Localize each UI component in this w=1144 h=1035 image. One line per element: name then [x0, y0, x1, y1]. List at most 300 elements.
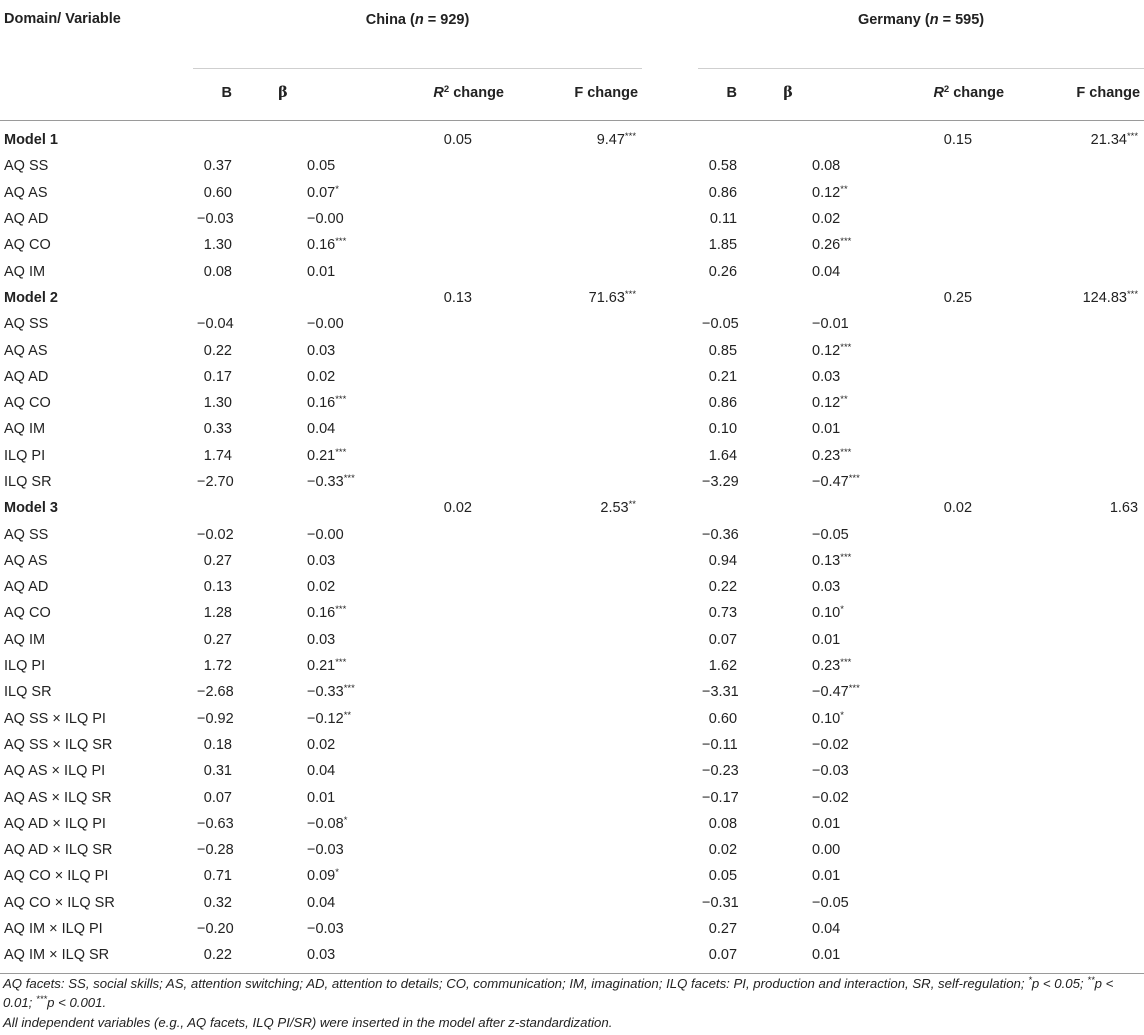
beta-value: 0.16***	[307, 236, 347, 254]
b-value: 0.18	[203, 736, 232, 753]
f-change-value	[508, 758, 642, 784]
beta-value: −0.01	[812, 316, 849, 333]
f-change-value	[1008, 180, 1144, 206]
r2-change-value	[835, 574, 1008, 600]
col-header-beta: β	[236, 69, 330, 121]
beta-value: 0.01	[307, 263, 336, 280]
r2-change-value	[330, 443, 508, 469]
r2-change-value	[330, 153, 508, 179]
f-change-value	[508, 784, 642, 810]
b-value: 0.60	[203, 184, 232, 201]
f-change-value	[508, 574, 642, 600]
table-row	[0, 153, 1144, 179]
group-label: China	[365, 12, 406, 28]
r2-change-value	[330, 206, 508, 232]
r2-change-value	[835, 311, 1008, 337]
group-n: 595	[955, 12, 980, 28]
f-change-value	[508, 600, 642, 626]
f-change-value	[1008, 311, 1144, 337]
b-value: −3.29	[702, 474, 739, 490]
beta-value: −0.02	[812, 789, 849, 806]
beta-value: 0.12**	[812, 183, 848, 201]
row-label: AQ AS × ILQ PI	[4, 763, 106, 780]
r2-change-value	[330, 916, 508, 942]
f-change-value	[1008, 758, 1144, 784]
b-value: −0.63	[197, 815, 234, 832]
b-value: 0.27	[203, 631, 232, 648]
beta-value: −0.00	[307, 526, 344, 543]
beta-value: 0.01	[812, 421, 841, 438]
f-change-value	[508, 916, 642, 942]
r2-change-value	[330, 942, 508, 973]
table-row	[0, 364, 1144, 390]
b-value: 0.02	[708, 842, 738, 859]
beta-value: 0.03	[236, 942, 330, 973]
b-value: −0.03	[197, 211, 234, 228]
row-label: AQ AS	[4, 184, 48, 201]
b-value: −0.17	[702, 789, 739, 806]
table-row	[0, 627, 1144, 653]
beta-value: 0.10*	[812, 709, 844, 727]
r2-change-value	[330, 784, 508, 810]
beta-value: −0.00	[307, 211, 344, 228]
f-change-value	[508, 232, 642, 258]
f-change-value	[508, 942, 642, 973]
group-header-germany: Germany (n = 595)	[698, 0, 1144, 69]
beta-value: 0.02	[812, 211, 841, 228]
domain-variable-header: Domain/ Variable	[4, 11, 121, 27]
r2-change-value	[835, 679, 1008, 705]
b-value: 0.73	[708, 605, 738, 622]
r2-change-value	[835, 706, 1008, 732]
b-value	[698, 285, 741, 311]
b-value: 0.58	[708, 158, 738, 175]
b-value: 0.22	[193, 942, 236, 973]
r2-change-value	[835, 337, 1008, 363]
table-row	[0, 837, 1144, 863]
model-row	[0, 121, 1144, 154]
row-label: AQ IM	[4, 263, 46, 280]
row-label: ILQ PI	[4, 447, 46, 464]
model-row	[0, 285, 1144, 311]
f-change-value	[1008, 232, 1144, 258]
table-body	[0, 121, 1144, 974]
r2-change-value	[835, 890, 1008, 916]
f-change-value	[508, 311, 642, 337]
col-header-f-change: F change	[508, 69, 642, 121]
table-row	[0, 574, 1144, 600]
f-change-value: 21.34***	[1090, 131, 1139, 149]
r2-change-value	[330, 574, 508, 600]
row-label: AQ SS × ILQ SR	[4, 736, 113, 753]
beta-value: 0.12**	[812, 394, 848, 412]
b-value: 0.10	[708, 421, 738, 438]
beta-value: −0.47***	[812, 683, 860, 701]
table-row	[0, 679, 1144, 705]
r2-change-value	[330, 548, 508, 574]
beta-value: 0.01	[812, 868, 841, 885]
r2-change-value: 0.13	[443, 289, 472, 306]
b-value: 0.37	[203, 158, 232, 175]
f-change-value	[1008, 416, 1144, 442]
beta-value	[741, 285, 835, 311]
b-value: −0.04	[197, 316, 234, 333]
beta-value: 0.04	[307, 763, 336, 780]
b-value: −0.20	[197, 921, 234, 938]
f-change-value	[1008, 890, 1144, 916]
beta-value: −0.12**	[307, 709, 352, 727]
r2-change-value	[330, 890, 508, 916]
f-change-value	[508, 258, 642, 284]
beta-value	[236, 285, 330, 311]
beta-value	[741, 121, 835, 154]
header-row-columns	[0, 69, 1144, 121]
f-change-value	[1008, 258, 1144, 284]
beta-value: 0.04	[812, 921, 841, 938]
r2-change-value: 0.02	[443, 500, 472, 517]
row-label: AQ AD × ILQ SR	[4, 842, 113, 859]
beta-value: −0.33***	[307, 473, 355, 490]
f-change-value	[508, 180, 642, 206]
beta-value: 0.16***	[307, 604, 347, 622]
b-value: −0.05	[702, 316, 739, 333]
footnote-standardization: All independent variables (e.g., AQ facets, ILQ PI/SR) were inserted in the model after z-standardization.	[3, 1015, 613, 1030]
row-label: AQ SS	[4, 158, 49, 175]
f-change-value	[1008, 206, 1144, 232]
beta-value: −0.47***	[812, 473, 860, 490]
f-change-value: 71.63***	[588, 288, 637, 306]
r2-change-value	[835, 653, 1008, 679]
beta-value: −0.08*	[307, 814, 348, 832]
beta-value: 0.13***	[812, 551, 852, 569]
f-change-value	[1008, 337, 1144, 363]
r2-change-value	[330, 679, 508, 705]
b-value: 0.26	[708, 263, 738, 280]
f-change-value	[1008, 706, 1144, 732]
row-label: AQ AS	[4, 342, 48, 359]
beta-value: −0.03	[307, 842, 344, 859]
r2-change-value	[835, 811, 1008, 837]
beta-value: 0.04	[307, 421, 336, 438]
r2-change-value	[330, 732, 508, 758]
f-change-value	[1008, 784, 1144, 810]
table-row	[0, 758, 1144, 784]
b-value: 1.85	[708, 237, 738, 254]
col-header-f-change: F change	[1008, 69, 1144, 121]
r2-change-value	[835, 416, 1008, 442]
f-change-value	[1008, 548, 1144, 574]
row-label: AQ CO	[4, 395, 51, 412]
r2-change-value	[835, 390, 1008, 416]
table-row	[0, 232, 1144, 258]
b-value: 0.94	[708, 552, 738, 569]
r2-change-value	[835, 784, 1008, 810]
r2-change-value	[835, 206, 1008, 232]
beta-value: 0.23***	[812, 657, 852, 675]
row-label: AQ AS × ILQ SR	[4, 789, 112, 806]
table-row	[0, 416, 1144, 442]
row-label: AQ SS	[4, 526, 49, 543]
f-change-value	[1008, 653, 1144, 679]
beta-value	[741, 495, 835, 521]
r2-change-value	[330, 521, 508, 547]
r2-change-value	[330, 416, 508, 442]
b-value: 0.85	[708, 342, 738, 359]
f-change-value	[1008, 837, 1144, 863]
row-label: AQ AD	[4, 368, 49, 385]
f-change-value: 2.53**	[600, 499, 637, 517]
col-header-b: B	[698, 69, 741, 121]
b-value	[698, 121, 741, 154]
beta-value: −0.03	[307, 921, 344, 938]
b-value: 0.22	[708, 579, 738, 596]
f-change-value	[1008, 443, 1144, 469]
r2-change-value	[835, 942, 1008, 973]
beta-value: 0.04	[307, 894, 336, 911]
b-value: −0.31	[702, 894, 739, 911]
f-change-value	[1008, 811, 1144, 837]
table-row	[0, 443, 1144, 469]
col-header-r2-change: $R^2$ change	[835, 69, 1008, 121]
r2-change-value	[330, 706, 508, 732]
f-change-value	[1008, 679, 1144, 705]
row-label: AQ CO	[4, 237, 51, 254]
table-row	[0, 784, 1144, 810]
table-row	[0, 311, 1144, 337]
r2-change-value: 0.05	[443, 132, 472, 149]
r2-change-value	[835, 863, 1008, 889]
table-row	[0, 653, 1144, 679]
r2-change-value: 0.02	[943, 500, 973, 517]
beta-value: 0.21***	[307, 446, 347, 464]
r2-change-value	[330, 653, 508, 679]
f-change-value	[1008, 364, 1144, 390]
beta-value: 0.04	[812, 263, 841, 280]
b-value: −0.02	[197, 526, 234, 543]
row-label: AQ AS	[4, 552, 48, 569]
beta-value: −0.00	[307, 316, 344, 333]
beta-value: −0.05	[812, 894, 849, 911]
b-value: 0.21	[708, 368, 738, 385]
r2-change-value	[330, 469, 508, 495]
table-row	[0, 206, 1144, 232]
r2-change-value	[835, 837, 1008, 863]
beta-value: 0.01	[741, 942, 835, 973]
f-change-value	[1008, 600, 1144, 626]
r2-change-value	[330, 232, 508, 258]
row-label: AQ AD × ILQ PI	[4, 815, 106, 832]
beta-value: 0.05	[307, 158, 336, 175]
beta-value: −0.33***	[307, 683, 355, 701]
row-label: AQ IM × ILQ SR	[0, 942, 193, 973]
beta-value: 0.03	[812, 368, 841, 385]
f-change-value	[508, 653, 642, 679]
header-row-groups	[0, 0, 1144, 69]
b-value: 1.28	[203, 605, 232, 622]
f-change-value: 1.63	[1109, 500, 1139, 517]
f-change-value	[508, 364, 642, 390]
b-value: 0.71	[203, 868, 232, 885]
row-label: AQ IM	[4, 631, 46, 648]
r2-change-value	[835, 364, 1008, 390]
footnote-abbreviations: AQ facets: SS, social skills; AS, attention switching; AD, attention to details; CO, communication; IM, imagination; ILQ facets: PI, production and interaction, SR, self-regulation; *p < 0.05; **p < 0.01; ***p < 0.001.	[3, 975, 1114, 1010]
beta-value	[236, 121, 330, 154]
beta-value: −0.03	[812, 763, 849, 780]
b-value: 1.62	[708, 658, 738, 675]
beta-value: 0.07*	[307, 183, 339, 201]
r2-change-value	[835, 732, 1008, 758]
r2-change-value	[835, 521, 1008, 547]
row-label: AQ AD	[4, 579, 49, 596]
beta-value: 0.08	[812, 158, 841, 175]
r2-change-value: 0.25	[943, 289, 973, 306]
f-change-value	[508, 627, 642, 653]
f-change-value	[1008, 863, 1144, 889]
f-change-value	[508, 863, 642, 889]
r2-change-value	[330, 627, 508, 653]
r2-change-value	[835, 443, 1008, 469]
b-value: −0.36	[702, 526, 739, 543]
b-value: 0.60	[708, 710, 738, 727]
f-change-value	[1008, 732, 1144, 758]
beta-value: 0.02	[307, 368, 336, 385]
r2-change-value	[330, 837, 508, 863]
r2-change-value: 0.15	[943, 132, 973, 149]
b-value: 0.07	[708, 631, 738, 648]
f-change-value	[508, 890, 642, 916]
b-value	[193, 495, 236, 521]
col-header-b: B	[193, 69, 236, 121]
beta-value: 0.02	[307, 579, 336, 596]
beta-value: 0.02	[307, 736, 336, 753]
table-row	[0, 732, 1144, 758]
beta-value: 0.26***	[812, 236, 852, 254]
f-change-value	[508, 443, 642, 469]
b-value: 0.32	[203, 894, 232, 911]
f-change-value	[1008, 942, 1144, 973]
b-value: 1.74	[203, 447, 232, 464]
row-label: ILQ PI	[4, 658, 46, 675]
beta-value: −0.05	[812, 526, 849, 543]
f-change-value	[508, 706, 642, 732]
beta-value: 0.00	[812, 842, 841, 859]
row-label: Model 1	[4, 132, 58, 149]
f-change-value	[508, 837, 642, 863]
r2-change-value	[835, 916, 1008, 942]
beta-value: 0.03	[307, 552, 336, 569]
b-value: 0.33	[203, 421, 232, 438]
beta-value: 0.01	[812, 815, 841, 832]
r2-change-value	[330, 364, 508, 390]
f-change-value	[508, 416, 642, 442]
b-value: 0.05	[708, 868, 738, 885]
row-label: Model 2	[4, 289, 58, 306]
beta-value	[236, 495, 330, 521]
r2-change-value	[835, 758, 1008, 784]
b-value: 1.72	[203, 658, 232, 675]
beta-value: 0.03	[307, 631, 336, 648]
group-n: 929	[440, 12, 465, 28]
table-row	[0, 916, 1144, 942]
table-row	[0, 600, 1144, 626]
table-row	[0, 258, 1144, 284]
f-change-value	[508, 521, 642, 547]
beta-value: −0.02	[812, 736, 849, 753]
table-row	[0, 469, 1144, 495]
col-header-beta: β	[741, 69, 835, 121]
f-change-value: 124.83***	[1082, 288, 1139, 306]
b-value	[193, 285, 236, 311]
f-change-value	[508, 153, 642, 179]
b-value: −0.28	[197, 842, 234, 859]
b-value: 0.17	[203, 368, 232, 385]
b-value: 0.27	[203, 552, 232, 569]
b-value: 1.30	[203, 395, 232, 412]
r2-change-value	[330, 180, 508, 206]
row-label: AQ CO	[4, 605, 51, 622]
b-value: −0.23	[702, 763, 739, 780]
r2-change-value	[330, 258, 508, 284]
r2-change-value	[330, 311, 508, 337]
beta-value: 0.01	[812, 631, 841, 648]
beta-value: 0.23***	[812, 446, 852, 464]
model-row	[0, 495, 1144, 521]
f-change-value	[1008, 627, 1144, 653]
table-row	[0, 811, 1144, 837]
b-value: 0.86	[708, 184, 738, 201]
row-label: AQ SS	[4, 316, 49, 333]
n-symbol: n	[929, 12, 939, 28]
group-header-china: China (n = 929)	[193, 0, 642, 69]
f-change-value: 9.47***	[596, 131, 637, 149]
f-change-value	[1008, 469, 1144, 495]
r2-change-value	[330, 600, 508, 626]
b-value: −3.31	[702, 684, 739, 701]
table-row	[0, 337, 1144, 363]
b-value: −2.70	[197, 474, 234, 490]
b-value: 0.31	[203, 763, 232, 780]
b-value: 0.27	[708, 921, 738, 938]
b-value: 0.07	[203, 789, 232, 806]
n-symbol: n	[414, 12, 424, 28]
f-change-value	[508, 679, 642, 705]
table-row	[0, 390, 1144, 416]
b-value: 1.30	[203, 237, 232, 254]
r2-change-value	[835, 258, 1008, 284]
row-label: Model 3	[4, 500, 58, 517]
beta-value: 0.21***	[307, 657, 347, 675]
b-value: 0.11	[709, 211, 738, 228]
row-label: AQ SS × ILQ PI	[4, 710, 106, 727]
beta-value: 0.03	[307, 342, 336, 359]
b-value: 0.08	[708, 815, 738, 832]
table-row	[0, 548, 1144, 574]
b-value: 0.86	[708, 395, 738, 412]
r2-change-value	[835, 469, 1008, 495]
b-value	[698, 495, 741, 521]
col-header-r2-change: $R^2$ change	[330, 69, 508, 121]
b-value: 0.08	[203, 263, 232, 280]
f-change-value	[1008, 574, 1144, 600]
f-change-value	[508, 390, 642, 416]
row-label: AQ CO × ILQ SR	[4, 894, 115, 911]
row-label: ILQ SR	[4, 474, 52, 490]
b-value: −0.92	[197, 710, 234, 727]
f-change-value	[508, 811, 642, 837]
f-change-value	[1008, 521, 1144, 547]
r2-change-value	[835, 627, 1008, 653]
beta-value: 0.16***	[307, 394, 347, 412]
